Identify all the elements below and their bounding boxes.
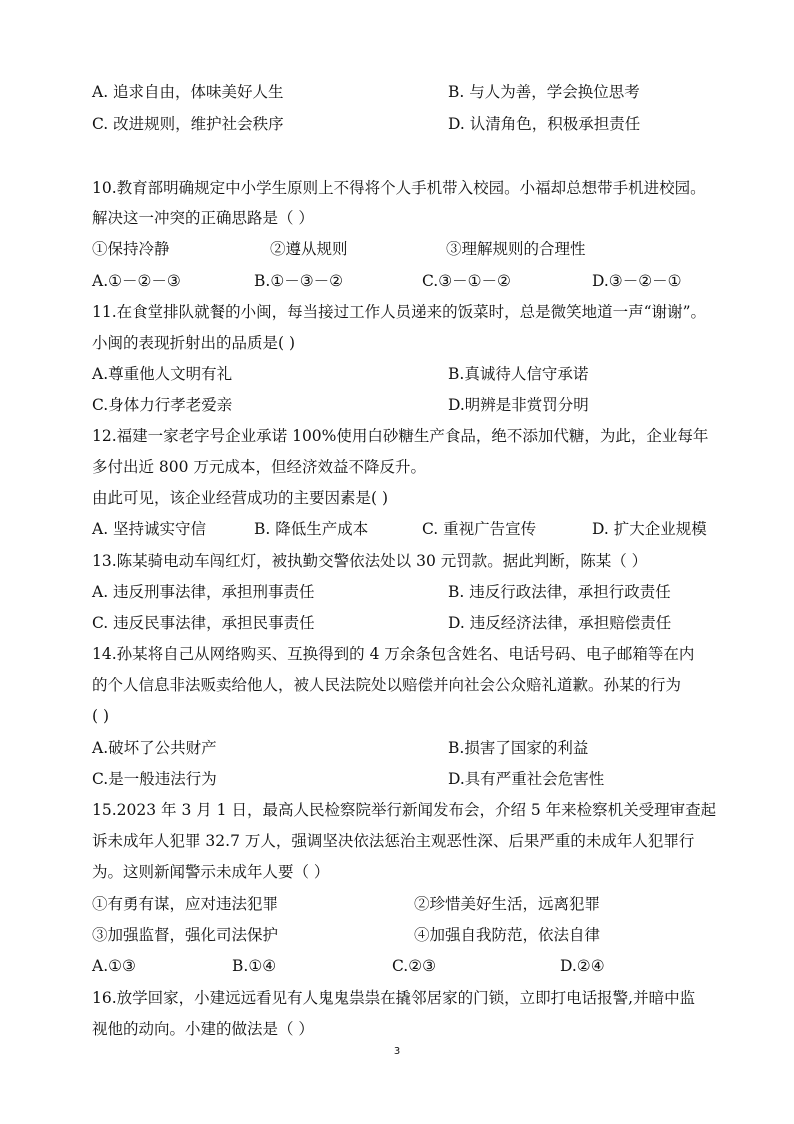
q16-stem-line-2: 视他的动向。小建的做法是（ ） <box>92 1020 314 1038</box>
q15-item-3: ③加强监督，强化司法保护 <box>92 926 279 944</box>
q15-item-4: ④加强自我防范，依法自律 <box>414 926 601 944</box>
q14-option-b: B.损害了国家的利益 <box>448 739 589 757</box>
q15-option-a: A.①③ <box>92 957 136 975</box>
q15-stem-line-2: 诉未成年人犯罪 32.7 万人，强调坚决依法惩治主观恶性深、后果严重的未成年人犯罪行 <box>92 832 695 850</box>
q12-option-d: D. 扩大企业规模 <box>592 520 707 538</box>
q15-item-2: ②珍惜美好生活，远离犯罪 <box>414 895 601 913</box>
q15-items-row-2 <box>92 925 712 945</box>
q13-option-a: A. 违反刑事法律，承担刑事责任 <box>92 583 315 601</box>
q13-options-row-2 <box>92 613 712 633</box>
q15-option-d: D.②④ <box>560 957 605 975</box>
q14-option-a: A.破坏了公共财产 <box>92 739 217 757</box>
q9-option-d: D. 认清角色，积极承担责任 <box>448 115 641 133</box>
q10-item-2: ②遵从规则 <box>270 240 348 258</box>
q14-stem-line-3: ( ) <box>92 707 110 725</box>
q12-stem-line-3: 由此可见，该企业经营成功的主要因素是( ) <box>92 489 389 507</box>
q16-stem-line-1: 16.放学回家，小建远远看见有人鬼鬼祟祟在撬邻居家的门锁，立即打电话报警,并暗中监 <box>92 989 696 1007</box>
q14-options-row-1 <box>92 738 712 758</box>
q10-option-c: C.③－①－② <box>422 272 511 290</box>
q9-option-a: A. 追求自由，体味美好人生 <box>92 83 284 101</box>
q15-stem-line-1: 15.2023 年 3 月 1 日，最高人民检察院举行新闻发布会，介绍 5 年来检察机关受理审查起 <box>92 801 717 819</box>
q11-option-b: B.真诚待人信守承诺 <box>448 365 589 383</box>
q14-option-d: D.具有严重社会危害性 <box>448 770 605 788</box>
q13-option-c: C. 违反民事法律，承担民事责任 <box>92 614 315 632</box>
q11-option-c: C.身体力行孝老爱亲 <box>92 396 233 414</box>
q10-stem-line-2: 解决这一冲突的正确思路是（ ） <box>92 209 314 227</box>
q10-options <box>92 271 712 291</box>
q15-stem-line-3: 为。这则新闻警示未成年人要（ ） <box>92 863 330 881</box>
q10-item-3: ③理解规则的合理性 <box>446 240 586 258</box>
q10-item-1: ①保持冷静 <box>92 240 170 258</box>
q14-stem-line-1: 14.孙某将自己从网络购买、互换得到的 4 万余条包含姓名、电话号码、电子邮箱等在内 <box>92 645 695 663</box>
q12-stem-line-1: 12.福建一家老字号企业承诺 100%使用白砂糖生产食品，绝不添加代糖，为此，企业每年 <box>92 427 709 445</box>
q13-option-b: B. 违反行政法律，承担行政责任 <box>448 583 671 601</box>
q11-stem-line-2: 小闽的表现折射出的品质是( ) <box>92 334 296 352</box>
q13-options-row-1 <box>92 582 712 602</box>
q15-options <box>92 956 712 976</box>
q10-stem-line-1: 10.教育部明确规定中小学生原则上不得将个人手机带入校园。小福却总想带手机进校园。 <box>92 179 706 197</box>
q9-options-row-1 <box>92 82 712 102</box>
q14-stem-line-2: 的个人信息非法贩卖给他人，被人民法院处以赔偿并向社会公众赔礼道歉。孙某的行为 <box>92 676 682 694</box>
q14-options-row-2 <box>92 769 712 789</box>
q11-stem-line-1: 11.在食堂排队就餐的小闽，每当接过工作人员递来的饭菜时，总是微笑地道一声“谢谢”。 <box>92 303 707 321</box>
q10-items <box>92 239 712 259</box>
q15-option-b: B.①④ <box>232 957 277 975</box>
q13-option-d: D. 违反经济法律，承担赔偿责任 <box>448 614 672 632</box>
q14-option-c: C.是一般违法行为 <box>92 770 217 788</box>
q9-option-b: B. 与人为善，学会换位思考 <box>448 83 640 101</box>
q13-stem-line-1: 13.陈某骑电动车闯红灯，被执勤交警依法处以 30 元罚款。据此判断，陈某（ ） <box>92 552 648 570</box>
q12-option-b: B. 降低生产成本 <box>254 520 369 538</box>
q15-option-c: C.②③ <box>392 957 437 975</box>
q11-option-a: A.尊重他人文明有礼 <box>92 365 233 383</box>
q15-items-row-1 <box>92 894 712 914</box>
q10-option-b: B.①－③－② <box>254 272 344 290</box>
q11-options-row-1 <box>92 364 712 384</box>
q11-option-d: D.明辨是非赏罚分明 <box>448 396 589 414</box>
q10-option-d: D.③－②－① <box>592 272 682 290</box>
q12-option-a: A. 坚持诚实守信 <box>92 520 207 538</box>
q9-options-row-2 <box>92 114 712 134</box>
q10-option-a: A.①－②－③ <box>92 272 181 290</box>
q12-options <box>92 519 712 539</box>
q9-option-c: C. 改进规则，维护社会秩序 <box>92 115 284 133</box>
q12-stem-line-2: 多付出近 800 万元成本，但经济效益不降反升。 <box>92 458 426 476</box>
q15-item-1: ①有勇有谋，应对违法犯罪 <box>92 895 279 913</box>
q12-option-c: C. 重视广告宣传 <box>422 520 537 538</box>
q11-options-row-2 <box>92 395 712 415</box>
page-number: 3 <box>393 1046 401 1057</box>
